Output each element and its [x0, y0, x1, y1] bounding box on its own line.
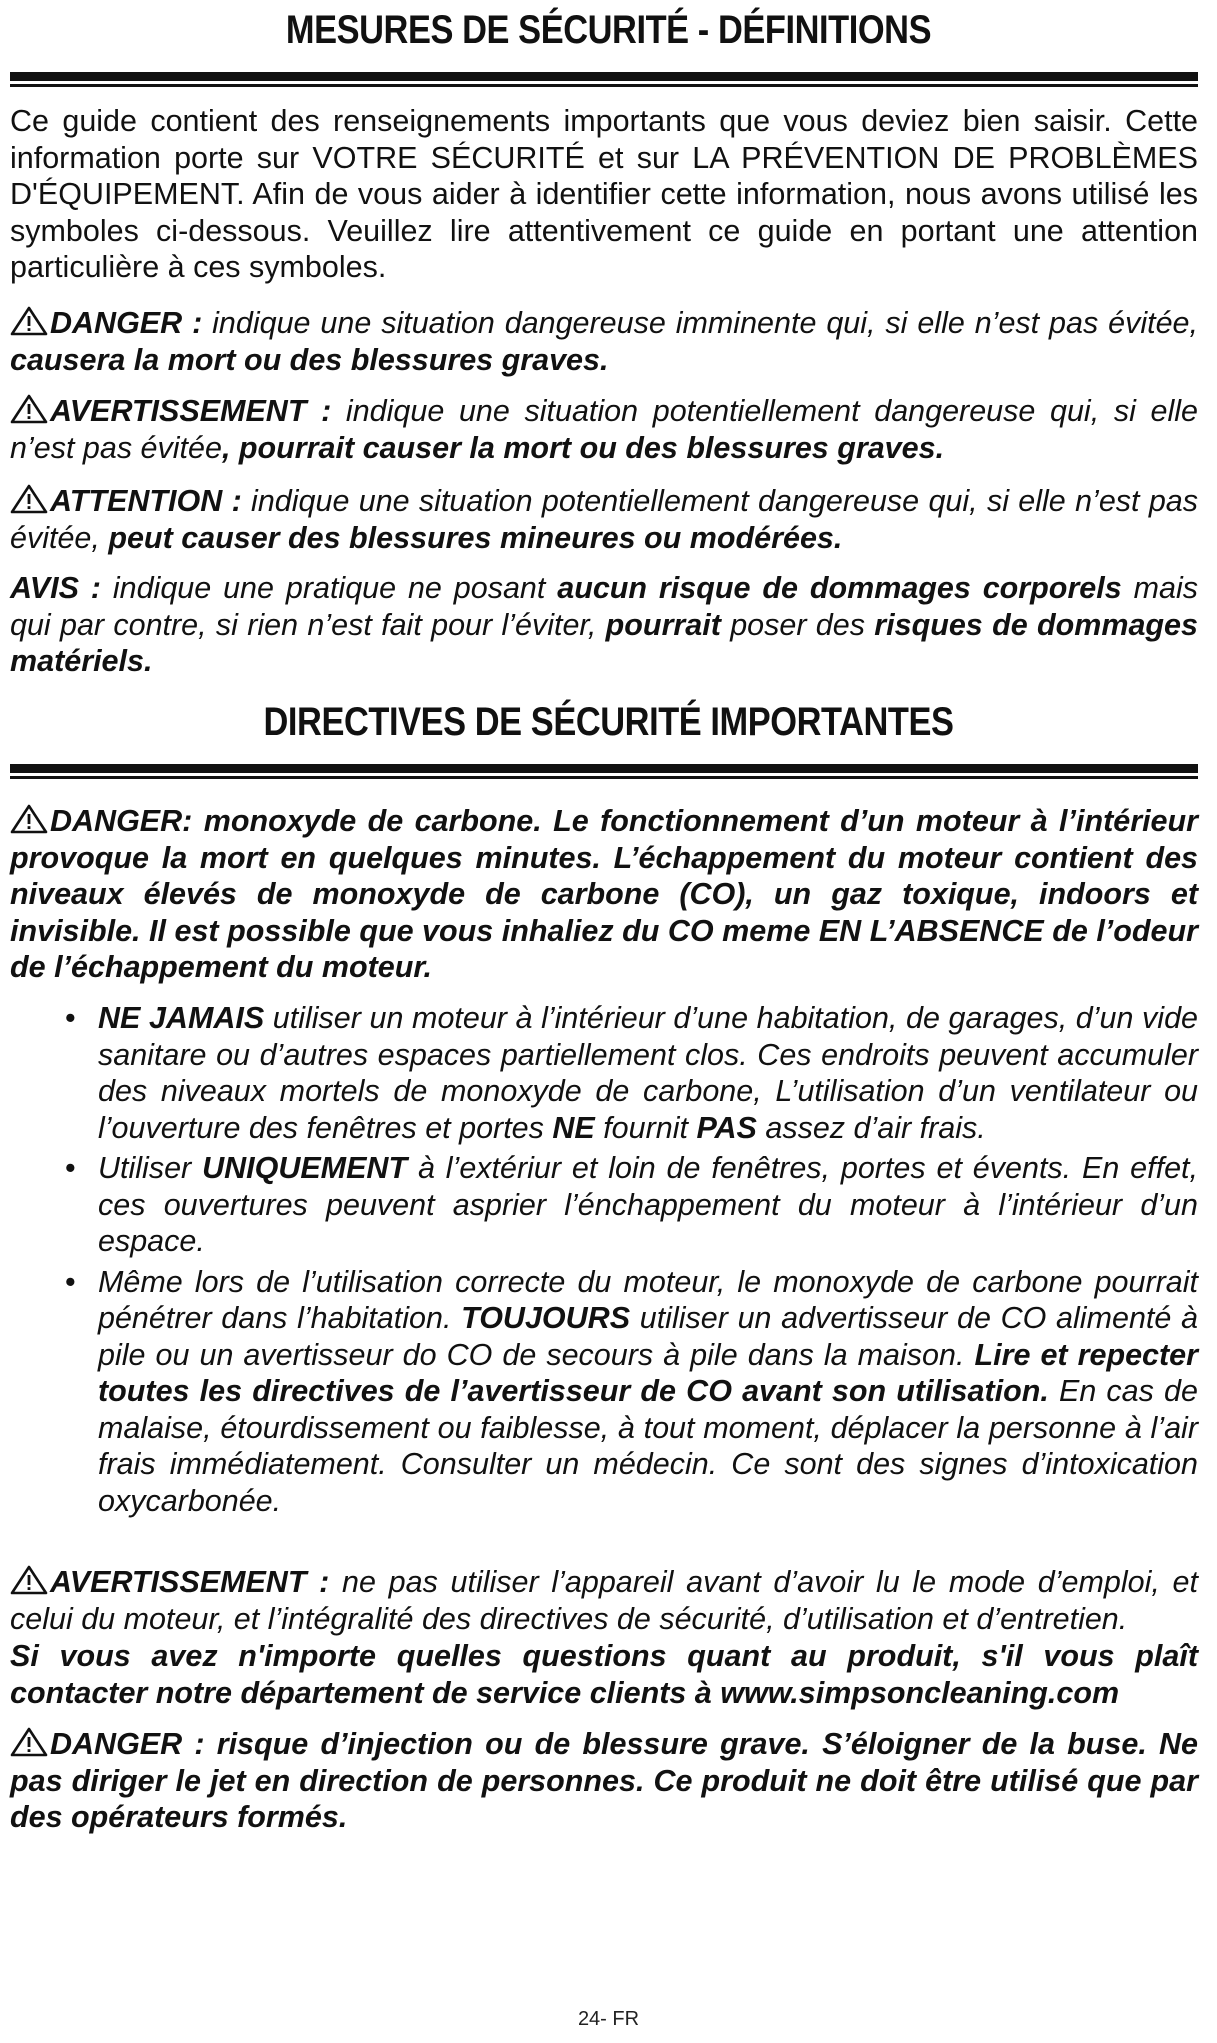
- avis-definition: [10, 570, 1198, 680]
- bullet-icon: •: [65, 1151, 76, 1185]
- danger-consequence: causera la mort ou des blessures graves.: [10, 342, 609, 377]
- avis-label: AVIS :: [10, 571, 101, 605]
- avis-emphasis: pourrait: [605, 607, 721, 642]
- emphasis: NE: [552, 1110, 595, 1145]
- list-item: [10, 1264, 1198, 1520]
- co-safety-list: [10, 1000, 1198, 1523]
- warning-triangle-icon: [10, 1727, 48, 1757]
- emphasis: TOUJOURS: [461, 1301, 631, 1335]
- emphasis: Lire et repecter toutes les directives de l’avertisseur de CO avant son utilisation.: [98, 1337, 1198, 1408]
- emphasis: PAS: [696, 1110, 757, 1145]
- text: utiliser un advertisseur de CO alimenté à pile ou un avertisseur do CO de secours à pile dans la maison.: [98, 1301, 1198, 1372]
- text: assez d’air frais.: [756, 1110, 986, 1145]
- co-danger-text: DANGER: monoxyde de carbone. Le fonctionnement d’un moteur à l’intérieur provoque la mort en quelques minutes. L’échappement du moteur contient des niveaux élevés de monoxyde de carbone (CO), un gaz toxique, indoors et invisible. Il est possible que vous inhaliez du CO meme EN L’ABSENCE de l’odeur de l’échappement du moteur.: [10, 804, 1198, 984]
- page-number: 24- FR: [577, 2008, 640, 2030]
- emphasis: NE JAMAIS: [98, 1001, 265, 1035]
- title-rule: [10, 72, 1198, 87]
- injection-danger-warning: [10, 1726, 1198, 1836]
- section-title-directives: DIRECTIVES DE SÉCURITÉ IMPORTANTES: [263, 700, 954, 744]
- text: Utiliser: [98, 1151, 203, 1185]
- attention-text: indique une situation potentiellement dangereuse qui, si elle n’est pas évitée,: [10, 484, 1198, 555]
- text: à l’extériur et loin de fenêtres, portes et évents. En effet, ces ouvertures peuvent asprier l’énchappement du moteur à l’intérieur d’un espace.: [98, 1151, 1198, 1258]
- avertissement-instructions: [10, 1564, 1198, 1637]
- avis-emphasis: risques de dommages matériels.: [10, 607, 1198, 678]
- text: utiliser un moteur à l’intérieur d’une habitation, de garages, d’un vide sanitare ou d’autres espaces partiellement clos. Ces endroits peuvent accumuler des niveaux mortels de monoxyde de carbone, L’utilisation d’un ventilateur ou l’ouverture des fenêtres et portes: [98, 1001, 1198, 1145]
- danger-text: indique une situation dangereuse imminente qui, si elle n’est pas évitée,: [202, 306, 1198, 340]
- intro-paragraph: Ce guide contient des renseignements importants que vous deviez bien saisir. Cette information porte sur VOTRE SÉCURITÉ et sur LA PRÉVENTION DE PROBLÈMES D'ÉQUIPEMENT. Afin de vous aider à identifier cette information, nous avons utilisé les symboles ci-dessous. Veuillez lire attentivement ce guide en portant une attention particulière à ces symboles.: [10, 104, 1198, 284]
- emphasis: UNIQUEMENT: [202, 1151, 408, 1185]
- attention-consequence: peut causer des blessures mineures ou modérées.: [108, 520, 843, 555]
- bullet-icon: •: [65, 1001, 76, 1035]
- text: Même lors de l’utilisation correcte du moteur, le monoxyde de carbone pourrait pénétrer dans l’habitation.: [98, 1264, 1198, 1335]
- avis-emphasis: aucun risque de dommages corporels: [557, 571, 1122, 605]
- danger-label: DANGER :: [50, 306, 203, 340]
- list-item: [10, 1150, 1198, 1260]
- avis-text: poser des: [720, 607, 875, 642]
- attention-label: ATTENTION :: [50, 484, 242, 518]
- warning-triangle-icon: [10, 484, 48, 514]
- contact-paragraph: Si vous avez n'importe quelles questions quant au produit, s'il vous plaît contacter notre département de service clients à www.simpsoncleaning.com: [10, 1639, 1198, 1710]
- avertissement-text: ne pas utiliser l’appareil avant d’avoir lu le mode d’emploi, et celui du moteur, et l’intégralité des directives de sécurité, d’utilisation et d’entretien.: [10, 1565, 1198, 1636]
- attention-definition: [10, 483, 1198, 556]
- text: fournit: [594, 1110, 697, 1145]
- injection-danger-text: DANGER : risque d’injection ou de blessure grave. S’éloigner de la buse. Ne pas diriger le jet en direction de personnes. Ce produit ne doit être utilisé que par des opérateurs formés.: [10, 1727, 1198, 1834]
- warning-triangle-icon: [10, 1565, 48, 1595]
- danger-definition: [10, 305, 1198, 378]
- avertissement-label: AVERTISSEMENT :: [50, 1565, 330, 1599]
- bullet-icon: •: [65, 1264, 76, 1299]
- warning-triangle-icon: [10, 804, 48, 834]
- list-item: [10, 1000, 1198, 1146]
- title-rule: [10, 764, 1198, 779]
- avertissement-label: AVERTISSEMENT :: [50, 394, 332, 428]
- avertissement-text: indique une situation potentiellement dangereuse qui, si elle n’est pas évitée: [10, 394, 1198, 465]
- avis-text: indique une pratique ne posant: [100, 571, 558, 605]
- warning-triangle-icon: [10, 394, 48, 424]
- text: En cas de malaise, étourdissement ou faiblesse, à tout moment, déplacer la personne à l’air frais immédiatement. Consulter un médecin. Ce sont des signes d’intoxication oxycarbonée.: [98, 1374, 1198, 1518]
- warning-triangle-icon: [10, 306, 48, 336]
- avertissement-consequence: , pourrait causer la mort ou des blessures graves.: [221, 430, 945, 465]
- avis-text: mais qui par contre, si rien n’est fait pour l’éviter,: [10, 571, 1198, 642]
- section-title-definitions: MESURES DE SÉCURITÉ - DÉFINITIONS: [285, 8, 932, 52]
- avertissement-definition: [10, 393, 1198, 466]
- co-danger-warning: [10, 803, 1198, 986]
